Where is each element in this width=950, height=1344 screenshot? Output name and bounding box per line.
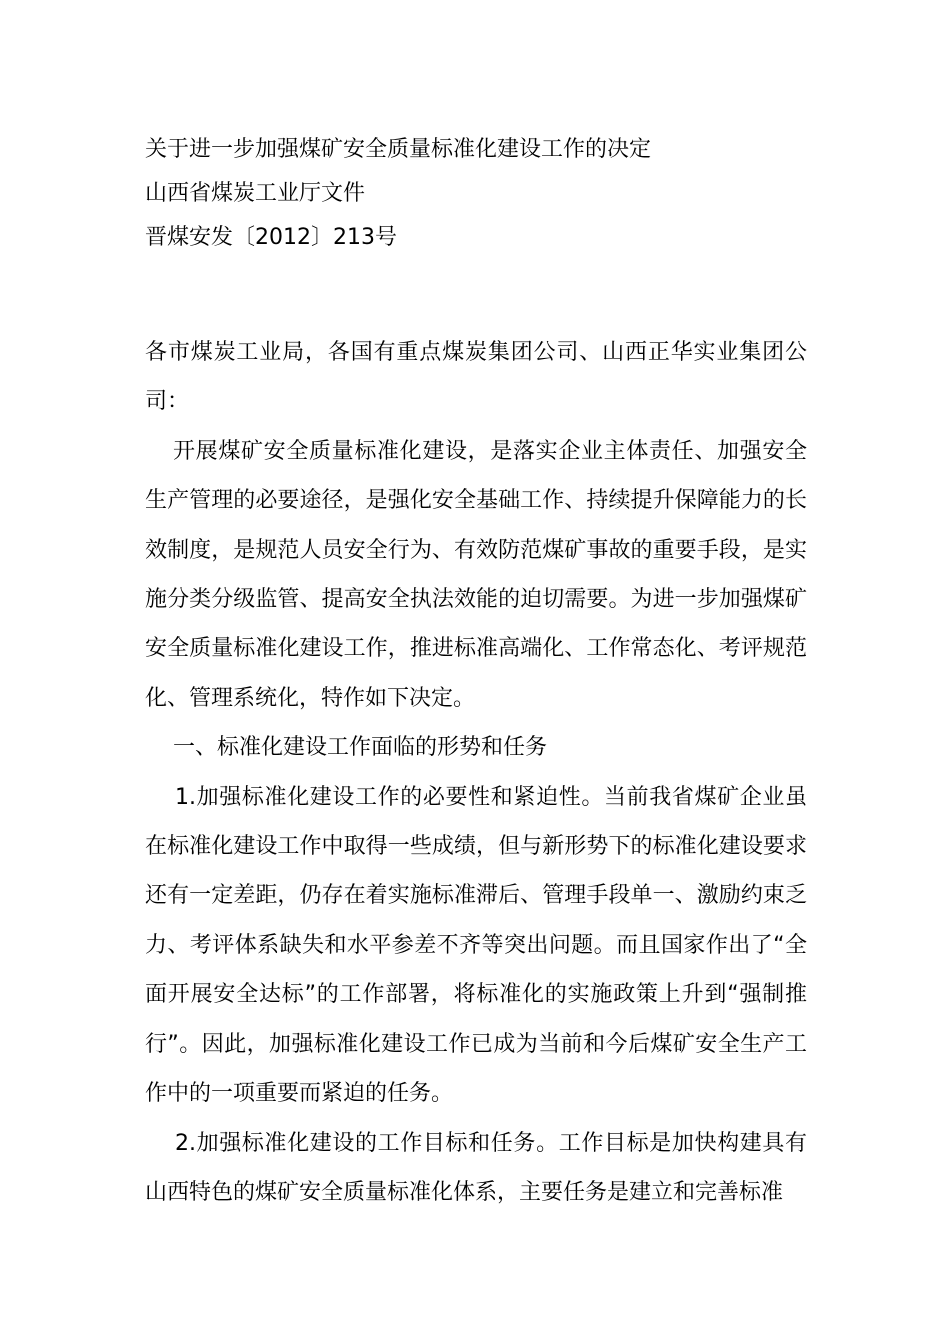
document-header xyxy=(145,128,825,260)
document-title: 关于进一步加强煤矿安全质量标准化建设工作的决定 xyxy=(145,137,652,162)
item-1-paragraph: 1.加强标准化建设工作的必要性和紧迫性。当前我省煤矿企业虽在标准化建设工作中取得一些成绩，但与新形势下的标准化建设要求还有一定差距，仍存在着实施标准滞后、管理手段单一、激励约束乏力、考评体系缺失和水平参差不齐等突出问题。而且国家作出了“全面开展安全达标”的工作部署，将标准化的实施政策上升到“强制推行”。因此，加强标准化建设工作已成为当前和今后煤矿安全生产工作中的一项重要而紧迫的任务。 xyxy=(145,784,807,1107)
item-2-paragraph: 2.加强标准化建设的工作目标和任务。工作目标是加快构建具有山西特色的煤矿安全质量标准化体系，主要任务是建立和完善标准 xyxy=(145,1130,807,1205)
intro-paragraph: 开展煤矿安全质量标准化建设，是落实企业主体责任、加强安全生产管理的必要途径，是强化安全基础工作、持续提升保障能力的长效制度，是规范人员安全行为、有效防范煤矿事故的重要手段，是实施分类分级监管、提高安全执法效能的迫切需要。为进一步加强煤矿安全质量标准化建设工作，推进标准高端化、工作常态化、考评规范化、管理系统化，特作如下决定。 xyxy=(145,438,807,711)
document-body xyxy=(145,328,807,1217)
salutation-paragraph: 各市煤炭工业局，各国有重点煤炭集团公司、山西正华实业集团公司： xyxy=(145,340,807,415)
issuer-line: 山西省煤炭工业厅文件 xyxy=(145,181,366,206)
document-number: 晋煤安发〔2012〕213号 xyxy=(145,225,397,250)
section-heading: 一、标准化建设工作面临的形势和任务 xyxy=(173,735,548,761)
